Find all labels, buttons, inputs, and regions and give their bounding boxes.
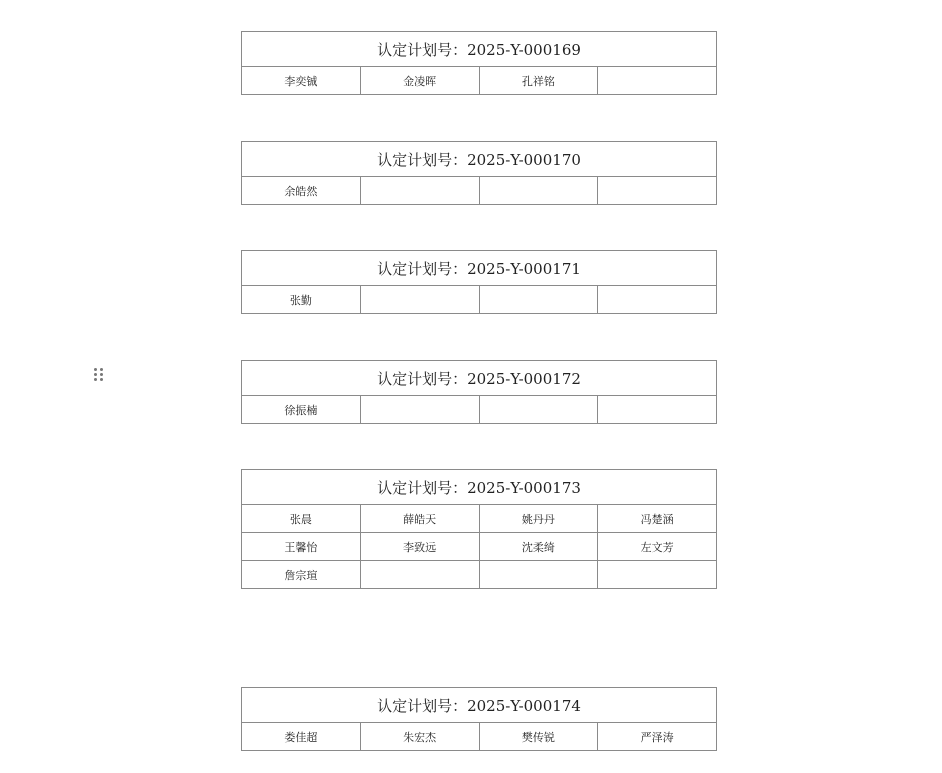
grip-dot	[100, 368, 103, 371]
plan-table-169	[241, 31, 717, 95]
table-row	[242, 396, 717, 424]
name-cell[interactable]	[598, 396, 717, 424]
plan-title: 认定计划号：2025-Y-000172	[242, 361, 717, 396]
name-cell[interactable]	[479, 286, 598, 314]
plan-title: 认定计划号：2025-Y-000170	[242, 142, 717, 177]
grip-dot	[94, 378, 97, 381]
name-cell[interactable]	[479, 561, 598, 589]
grip-dot	[100, 378, 103, 381]
drag-handle-icon[interactable]	[94, 368, 104, 384]
plan-title-row	[242, 470, 717, 505]
table-row	[242, 561, 717, 589]
plan-table-172	[241, 360, 717, 424]
grip-dot	[94, 368, 97, 371]
plan-title-row	[242, 142, 717, 177]
name-cell[interactable]: 严泽涛	[598, 723, 717, 751]
table-row	[242, 723, 717, 751]
name-cell[interactable]: 沈柔绮	[479, 533, 598, 561]
name-cell[interactable]: 詹宗瑄	[242, 561, 361, 589]
name-cell[interactable]: 李致远	[360, 533, 479, 561]
name-cell[interactable]: 左文芳	[598, 533, 717, 561]
name-cell[interactable]	[360, 561, 479, 589]
name-cell[interactable]	[598, 561, 717, 589]
plan-title-row	[242, 688, 717, 723]
name-cell[interactable]: 孔祥铭	[479, 67, 598, 95]
name-cell[interactable]: 樊传锐	[479, 723, 598, 751]
name-cell[interactable]	[360, 177, 479, 205]
name-cell[interactable]: 张晨	[242, 505, 361, 533]
plan-title: 认定计划号：2025-Y-000174	[242, 688, 717, 723]
plan-title-row	[242, 251, 717, 286]
name-cell[interactable]: 王馨怡	[242, 533, 361, 561]
name-cell[interactable]	[598, 177, 717, 205]
name-cell[interactable]	[479, 396, 598, 424]
grip-dot	[100, 373, 103, 376]
plan-title: 认定计划号：2025-Y-000173	[242, 470, 717, 505]
name-cell[interactable]: 姚丹丹	[479, 505, 598, 533]
plan-table-174	[241, 687, 717, 751]
name-cell[interactable]: 张勤	[242, 286, 361, 314]
name-cell[interactable]: 李奕铖	[242, 67, 361, 95]
table-row	[242, 177, 717, 205]
name-cell[interactable]: 薛皓天	[360, 505, 479, 533]
name-cell[interactable]	[598, 67, 717, 95]
plan-title: 认定计划号：2025-Y-000169	[242, 32, 717, 67]
name-cell[interactable]	[360, 286, 479, 314]
name-cell[interactable]: 朱宏杰	[360, 723, 479, 751]
plan-table-170	[241, 141, 717, 205]
table-row	[242, 533, 717, 561]
name-cell[interactable]: 娄佳超	[242, 723, 361, 751]
name-cell[interactable]: 余皓然	[242, 177, 361, 205]
name-cell[interactable]: 金凌晖	[360, 67, 479, 95]
plan-title-row	[242, 32, 717, 67]
name-cell[interactable]	[479, 177, 598, 205]
plan-title-row	[242, 361, 717, 396]
plan-table-171	[241, 250, 717, 314]
name-cell[interactable]: 冯楚涵	[598, 505, 717, 533]
grip-dot	[94, 373, 97, 376]
table-row	[242, 505, 717, 533]
name-cell[interactable]	[360, 396, 479, 424]
plan-table-173	[241, 469, 717, 589]
plan-title: 认定计划号：2025-Y-000171	[242, 251, 717, 286]
table-row	[242, 286, 717, 314]
table-row	[242, 67, 717, 95]
name-cell[interactable]	[598, 286, 717, 314]
name-cell[interactable]: 徐振楠	[242, 396, 361, 424]
